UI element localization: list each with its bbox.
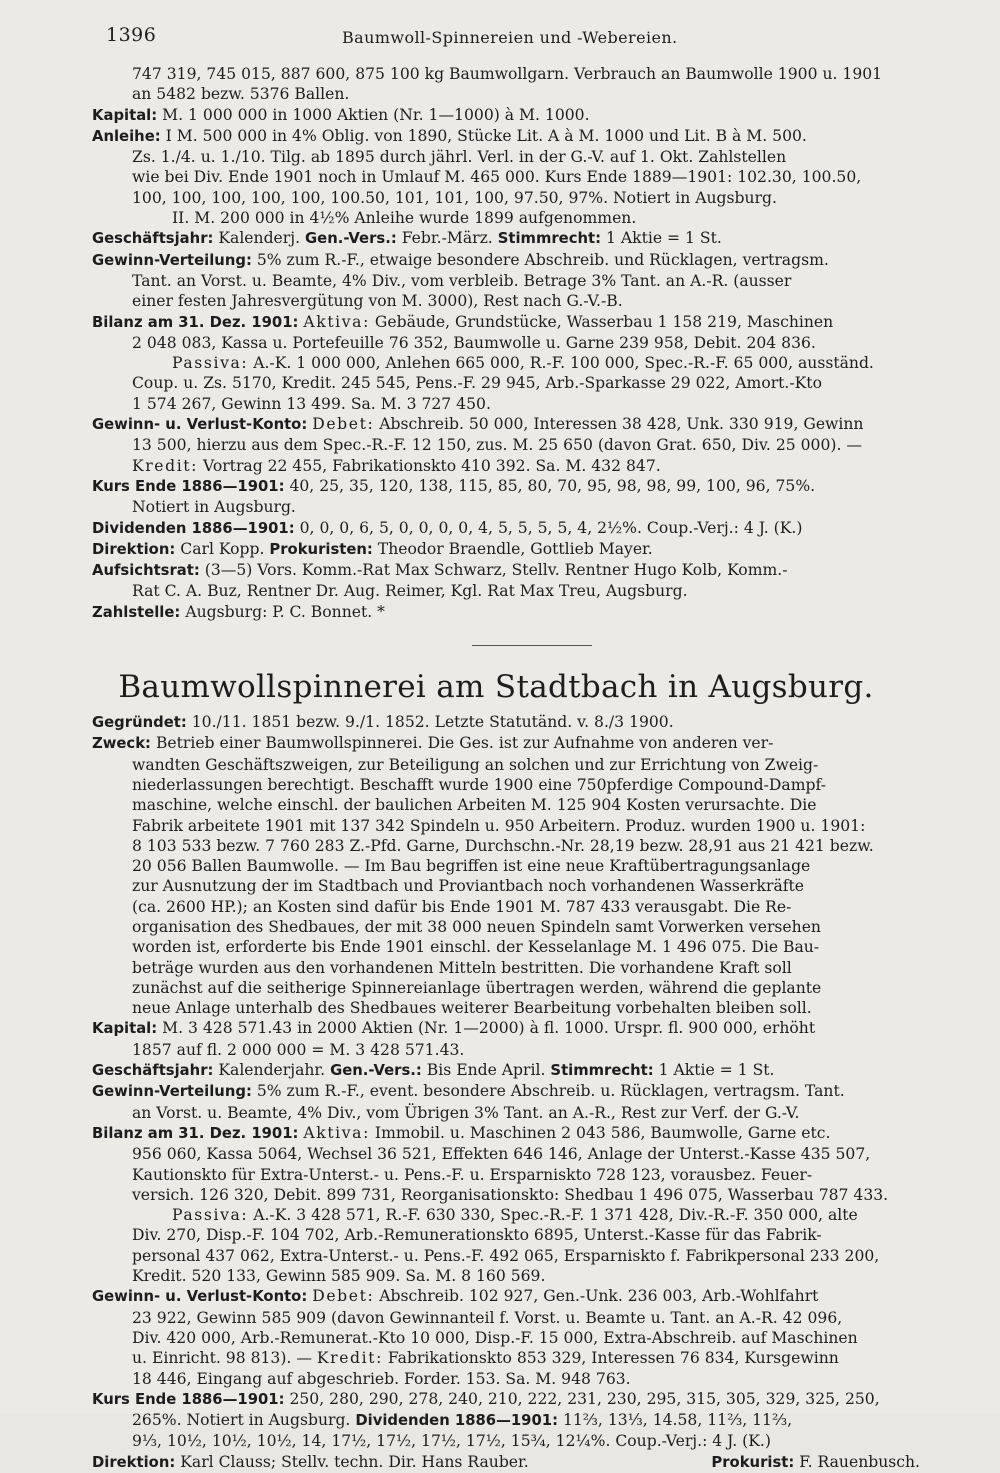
text-line	[92, 188, 930, 208]
spaced-label: Debet:	[312, 1287, 375, 1306]
text-line	[92, 1185, 930, 1205]
line-text: 11⅔, 13⅓, 14.58, 11⅔, 11⅔,	[562, 1411, 793, 1430]
line-text: 20 056 Ballen Baumwolle. — Im Bau begriffen ist eine neue Kraftübertragungsanlage	[132, 857, 811, 876]
line-label: Bilanz am 31. Dez. 1901:	[92, 1124, 299, 1142]
line-label: Gewinn-Verteilung:	[92, 1083, 252, 1101]
line-text: 1 Aktie = 1 St.	[658, 1061, 775, 1080]
line-text: Augsburg: P. C. Bonnet. *	[185, 602, 385, 621]
line-text: (ca. 2600 HP.); an Kosten sind dafür bis Ende 1901 M. 787 433 verausgabt. Die Re-	[132, 897, 792, 916]
line-text: Div. 270, Disp.-F. 104 702, Arb.-Remunerationskto 6895, Unterst.-Kasse für das Fabrik-	[132, 1226, 822, 1245]
line-text: 747 319, 745 015, 887 600, 875 100 kg Baumwollgarn. Verbrauch an Baumwolle 1900 u. 1901	[132, 65, 883, 83]
line-text: Fabrik arbeitete 1901 mit 137 342 Spindeln u. 950 Arbeitern. Produz. wurden 1900 u. 1901:	[132, 816, 866, 835]
line-text: wandten Geschäftszweigen, zur Beteiligung an solchen und zur Errichtung von Zweig-	[132, 755, 819, 774]
text-line	[92, 414, 930, 435]
text-line	[92, 1410, 930, 1431]
text-line	[92, 1286, 930, 1307]
line-text: organisation des Shedbaues, der mit 38 000 neuen Spindeln samt Vorwerken versehen	[132, 917, 821, 936]
prokurist-right	[711, 1452, 920, 1473]
text-line	[92, 1144, 930, 1164]
direction-line	[92, 1452, 930, 1473]
line-text: zunächst auf die seitherige Spinnereianlage übertragen werden, während die geplante	[132, 978, 822, 997]
line-text: niederlassungen berechtigt. Beschafft wurde 1900 eine 750pferdige Compound-Dampf-	[132, 775, 826, 794]
text-line	[92, 755, 930, 775]
line-label: Gewinn- u. Verlust-Konto:	[92, 416, 308, 434]
line-text: II. M. 200 000 in 4½% Anleihe wurde 1899 aufgenommen.	[172, 209, 637, 228]
text-line	[92, 1225, 930, 1245]
line-label: Dividenden 1886—1901:	[92, 519, 295, 537]
line-text: Immobil. u. Maschinen 2 043 586, Baumwolle, Garne etc.	[374, 1123, 831, 1142]
line-text: zur Ausnutzung der im Stadtbach und Proviantbach noch vorhandenen Wasserkräfte	[132, 877, 805, 896]
line-text: Bis Ende April.	[426, 1061, 546, 1080]
text-line	[92, 937, 930, 957]
line-text: Theodor Braendle, Gottlieb Mayer.	[377, 539, 653, 558]
line-label: Kurs Ende 1886—1901:	[92, 1390, 285, 1408]
line-text: Febr.-März.	[401, 229, 493, 248]
text-line	[92, 228, 930, 249]
text-line	[92, 497, 930, 517]
text-line	[92, 291, 930, 311]
text-line	[92, 1308, 930, 1328]
company-title: Baumwollspinnerei am Stadtbach in Augsburg.	[118, 669, 874, 706]
text-line	[92, 917, 930, 937]
line-text: 40, 25, 35, 120, 138, 115, 85, 80, 70, 95, 98, 98, 99, 100, 96, 75%.	[289, 476, 816, 495]
text-line	[92, 250, 930, 271]
line-text: Kredit. 520 133, Gewinn 585 909. Sa. M. 8 160 569.	[132, 1267, 546, 1286]
text-line	[92, 1389, 930, 1410]
line-label: Zahlstelle:	[92, 603, 181, 621]
line-text: an 5482 bezw. 5376 Ballen.	[132, 85, 350, 104]
text-line	[92, 897, 930, 917]
text-line	[92, 208, 930, 228]
line-text: worden ist, erforderte bis Ende 1901 einschl. der Kesselanlage M. 1 496 075. Die Bau-	[132, 938, 820, 957]
running-header	[92, 18, 930, 50]
text-line	[92, 147, 930, 167]
line-text: 1 Aktie = 1 St.	[605, 229, 722, 248]
line-text: Kalenderjahr.	[218, 1061, 326, 1080]
line-label: Bilanz am 31. Dez. 1901:	[92, 313, 299, 331]
text-line	[92, 1081, 930, 1102]
text-line	[92, 271, 930, 291]
line-text: 23 922, Gewinn 585 909 (davon Gewinnanteil f. Vorst. u. Beamte u. Tant. an A.-R. 42 096,	[132, 1308, 843, 1327]
spaced-label: Passiva:	[172, 354, 249, 373]
line-label: Prokurist:	[711, 1453, 795, 1471]
line-text: F. Rauenbusch.	[799, 1452, 920, 1471]
line-text: Gebäude, Grundstücke, Wasserbau 1 158 219, Maschinen	[374, 312, 834, 331]
text-line	[92, 876, 930, 896]
text-line	[92, 105, 930, 126]
text-line	[92, 373, 930, 393]
page-number: 1396	[106, 24, 157, 46]
line-text: Notiert in Augsburg.	[132, 498, 296, 517]
line-text: Carl Kopp.	[180, 539, 265, 558]
text-line	[92, 64, 930, 84]
text-line	[92, 560, 930, 581]
company-entry-2	[92, 712, 930, 1452]
text-line	[92, 1103, 930, 1123]
line-text: I M. 500 000 in 4% Oblig. von 1890, Stücke Lit. A à M. 1000 und Lit. B à M. 500.	[165, 126, 807, 145]
text-line	[92, 84, 930, 104]
line-text: 10./11. 1851 bezw. 9./1. 1852. Letzte Statutänd. v. 8./3 1900.	[191, 713, 674, 732]
line-text: 100, 100, 100, 100, 100, 100.50, 101, 101, 100, 97.50, 97%. Notiert in Augsburg.	[132, 188, 777, 207]
line-text: Kalenderj.	[218, 229, 301, 248]
line-text: Karl Clauss; Stellv. techn. Dir. Hans Rauber.	[180, 1452, 529, 1471]
text-line	[92, 518, 930, 539]
text-line	[92, 1060, 930, 1081]
line-text: 13 500, hierzu aus dem Spec.-R.-F. 12 150, zus. M. 25 650 (davon Grat. 650, Div. 25 000). —	[132, 436, 862, 455]
line-text: an Vorst. u. Beamte, 4% Div., vom Übrigen 3% Tant. an A.-R., Rest zur Verf. der G.-V.	[132, 1103, 800, 1122]
line-text: versich. 126 320, Debit. 899 731, Reorganisationskto: Shedbau 1 496 075, Wasserbau 787 433.	[132, 1185, 889, 1204]
line-label: Geschäftsjahr:	[92, 1062, 214, 1080]
company-entry-1	[92, 64, 930, 623]
text-line	[92, 1165, 930, 1185]
line-label: Direktion:	[92, 540, 176, 558]
text-line	[92, 1040, 930, 1060]
text-line	[92, 795, 930, 815]
line-text: A.-K. 3 428 571, R.-F. 630 330, Spec.-R.-F. 1 371 428, Div.-R.-F. 350 000, alte	[253, 1206, 858, 1225]
line-label: Stimmrecht:	[497, 230, 602, 248]
line-text: 250, 280, 290, 278, 240, 210, 222, 231, 230, 295, 315, 305, 329, 325, 250,	[289, 1389, 880, 1408]
line-text: 9⅓, 10½, 10½, 10½, 14, 17½, 17½, 17½, 17½, 15¾, 12¼%. Coup.-Verj.: 4 J. (K.)	[132, 1432, 771, 1451]
line-label: Stimmrecht:	[550, 1062, 654, 1080]
text-line	[92, 856, 930, 876]
line-label: Geschäftsjahr:	[92, 230, 214, 248]
direction-left	[92, 1452, 529, 1473]
line-text: A.-K. 1 000 000, Anlehen 665 000, R.-F. 100 000, Spec.-R.-F. 65 000, ausständ.	[253, 354, 874, 373]
line-text: Abschreib. 102 927, Gen.-Unk. 236 003, Arb.-Wohlfahrt	[379, 1287, 819, 1306]
text-line	[92, 775, 930, 795]
line-label: Dividenden 1886—1901:	[355, 1412, 558, 1430]
line-label: Prokuristen:	[269, 540, 373, 558]
line-label: Zweck:	[92, 735, 151, 753]
spaced-label: Debet:	[312, 415, 375, 434]
line-text: Div. 420 000, Arb.-Remunerat.-Kto 10 000, Disp.-F. 15 000, Extra-Abschreib. auf Maschinen	[132, 1328, 858, 1347]
line-text: 2 048 083, Kassa u. Portefeuille 76 352, Baumwolle u. Garne 239 958, Debit. 204 836.	[132, 333, 816, 352]
spaced-label: Kredit:	[316, 1349, 383, 1368]
text-line	[92, 958, 930, 978]
line-text: neue Anlage unterhalb des Shedbaues weiterer Bearbeitung vorbehalten bleiben soll.	[132, 999, 812, 1018]
spaced-label: Aktiva:	[303, 312, 370, 331]
line-text: 8 103 533 bezw. 7 760 283 Z.-Pfd. Garne, Durchschn.-Nr. 28,19 bezw. 28,91 aus 21 421 bezw.	[132, 836, 874, 855]
text-line	[92, 1328, 930, 1348]
line-text: Vortrag 22 455, Fabrikationskto 410 392. Sa. M. 432 847.	[203, 456, 661, 475]
line-text: Kautionskto für Extra-Unterst.- u. Pens.-F. u. Ersparniskto 728 123, vorausbez. Feuer-	[132, 1165, 813, 1184]
line-label: Kapital:	[92, 106, 158, 124]
text-line	[92, 333, 930, 353]
text-line	[92, 353, 930, 373]
text-line	[92, 476, 930, 497]
line-text: Tant. an Vorst. u. Beamte, 4% Div., vom verbleib. Betrage 3% Tant. an A.-R. (ausser	[132, 271, 792, 290]
line-text: 265%. Notiert in Augsburg.	[132, 1411, 351, 1430]
text-line	[92, 1205, 930, 1225]
line-text: Fabrikationskto 853 329, Interessen 76 834, Kursgewinn	[387, 1349, 839, 1368]
text-line	[92, 1266, 930, 1286]
line-text: (3—5) Vors. Komm.-Rat Max Schwarz, Stellv. Rentner Hugo Kolb, Komm.-	[204, 561, 788, 580]
line-text: 0, 0, 0, 6, 5, 0, 0, 0, 0, 4, 5, 5, 5, 5, 4, 2½%. Coup.-Verj.: 4 J. (K.)	[299, 518, 803, 537]
text-line	[92, 456, 930, 476]
text-line	[92, 312, 930, 333]
spaced-label: Aktiva:	[303, 1123, 370, 1142]
line-label: Gen.-Vers.:	[330, 1062, 422, 1080]
line-label: Gewinn- u. Verlust-Konto:	[92, 1288, 308, 1306]
line-text: maschine, welche einschl. der baulichen Arbeiten M. 125 904 Kosten verursachte. Die	[132, 796, 817, 815]
line-label: Kurs Ende 1886—1901:	[92, 477, 285, 495]
line-text: 1 574 267, Gewinn 13 499. Sa. M. 3 727 450.	[132, 394, 491, 413]
line-text: 5% zum R.-F., event. besondere Abschreib. u. Rücklagen, vertragsm. Tant.	[256, 1082, 845, 1101]
line-text: 18 446, Eingang auf abgeschrieb. Forder. 153. Sa. M. 948 763.	[132, 1369, 631, 1388]
text-line	[92, 978, 930, 998]
text-line	[92, 1348, 930, 1368]
line-text: M. 1 000 000 in 1000 Aktien (Nr. 1—1000) à M. 1000.	[162, 105, 590, 124]
line-text: wie bei Div. Ende 1901 noch in Umlauf M. 465 000. Kurs Ende 1889—1901: 102.30, 100.50,	[132, 168, 862, 187]
spaced-label: Kredit:	[132, 456, 199, 475]
text-line	[92, 1431, 930, 1451]
text-line	[92, 733, 930, 754]
running-title: Baumwoll-Spinnereien und -Webereien.	[342, 28, 678, 47]
text-line	[92, 539, 930, 560]
line-text: Coup. u. Zs. 5170, Kredit. 245 545, Pens.-F. 29 945, Arb.-Sparkasse 29 022, Amort.-Kto	[132, 374, 822, 393]
line-label: Anleihe:	[92, 127, 161, 145]
line-text: beträge wurden aus den vorhandenen Mitteln bestritten. Die vorhandene Kraft soll	[132, 958, 792, 977]
text-line	[92, 394, 930, 414]
line-text: einer festen Jahresvergütung von M. 3000), Rest nach G.-V.-B.	[132, 292, 623, 311]
text-line	[92, 1369, 930, 1389]
line-text: M. 3 428 571.43 in 2000 Aktien (Nr. 1—2000) à fl. 1000. Urspr. fl. 900 000, erhöht	[162, 1019, 816, 1038]
line-label: Gen.-Vers.:	[305, 230, 397, 248]
line-label: Gewinn-Verteilung:	[92, 251, 252, 269]
text-line	[92, 712, 930, 733]
line-text: 1857 auf fl. 2 000 000 = M. 3 428 571.43.	[132, 1040, 465, 1059]
text-line	[92, 1018, 930, 1039]
line-label: Aufsichtsrat:	[92, 562, 200, 580]
text-line	[92, 1246, 930, 1266]
line-text: Rat C. A. Buz, Rentner Dr. Aug. Reimer, Kgl. Rat Max Treu, Augsburg.	[132, 582, 688, 601]
line-text: 5% zum R.-F., etwaige besondere Abschreib. und Rücklagen, vertragsm.	[256, 250, 829, 269]
line-text: personal 437 062, Extra-Unterst.- u. Pens.-F. 492 065, Ersparniskto f. Fabrikpersonal 233 200,	[132, 1246, 880, 1265]
section-divider	[472, 645, 592, 646]
text-line	[92, 1123, 930, 1144]
spaced-label: Passiva:	[172, 1206, 249, 1225]
line-label: Gegründet:	[92, 714, 187, 732]
text-line	[92, 126, 930, 147]
text-line	[92, 435, 930, 455]
line-text: Betrieb einer Baumwollspinnerei. Die Ges. ist zur Aufnahme von anderen ver-	[155, 734, 774, 753]
line-text: 956 060, Kassa 5064, Wechsel 36 521, Effekten 646 146, Anlage der Unterst.-Kasse 435 507,	[132, 1145, 871, 1164]
line-label: Kapital:	[92, 1020, 158, 1038]
line-text: Zs. 1./4. u. 1./10. Tilg. ab 1895 durch jährl. Verl. in der G.-V. auf 1. Okt. Zahlstellen	[132, 148, 787, 167]
line-label: Direktion:	[92, 1453, 176, 1471]
text-line	[92, 998, 930, 1018]
text-line	[92, 836, 930, 856]
text-line	[92, 581, 930, 601]
text-line	[92, 816, 930, 836]
line-text: Abschreib. 50 000, Interessen 38 428, Unk. 330 919, Gewinn	[379, 415, 864, 434]
text-line	[92, 602, 930, 623]
line-text: u. Einricht. 98 813). —	[132, 1349, 312, 1368]
text-line	[92, 167, 930, 187]
